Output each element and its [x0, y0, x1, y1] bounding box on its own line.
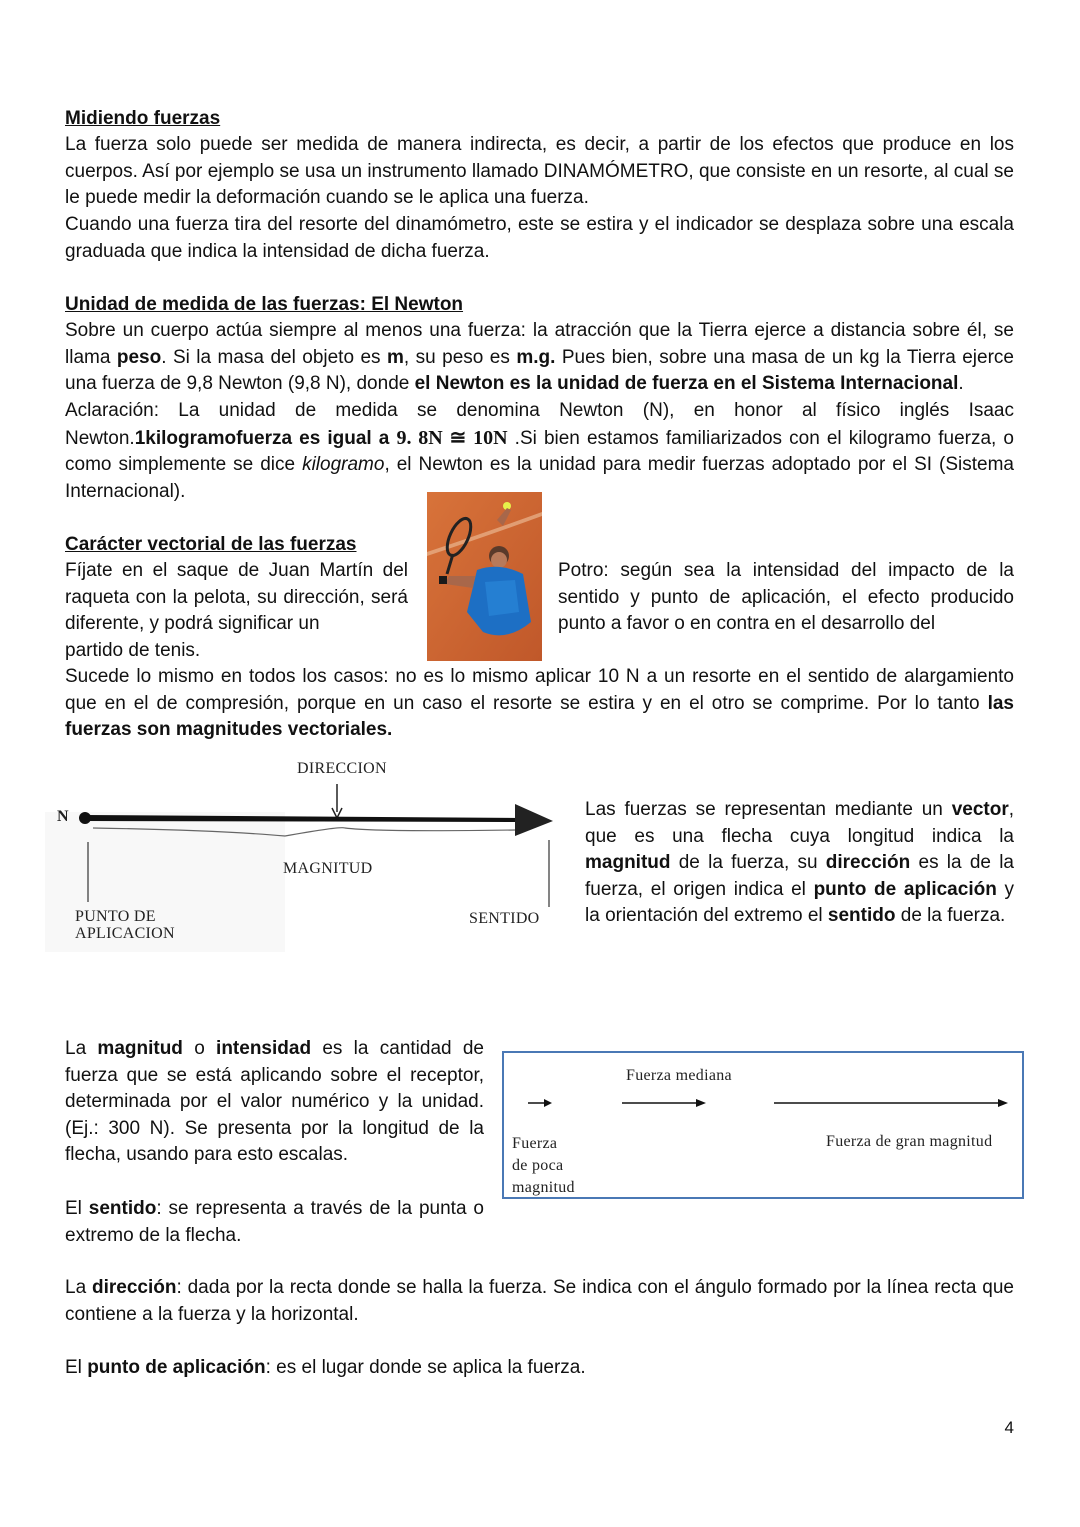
page-number: 4	[1004, 1418, 1014, 1437]
paragraph-punto-aplicacion: El punto de aplicación: es el lugar donde se aplica la fuerza.	[65, 1357, 586, 1378]
tennis-player-photo	[427, 492, 542, 661]
label-magnitud: MAGNITUD	[283, 860, 373, 877]
heading-unidad-newton: Unidad de medida de las fuerzas: El Newton	[65, 294, 464, 315]
paragraph-vectoriales: Sucede lo mismo en todos los casos: no es lo mismo aplicar 10 N a un resorte en el sentido de alargamiento que en el de compresión, porque en un caso el resorte se estira y en el otro se comprime. Por lo tanto las fuerzas son magnitudes vectoriales.	[65, 666, 1014, 741]
magnitude-examples-box	[502, 1051, 1024, 1199]
paragraph-aclaracion: Aclaración: La unidad de medida se denomina Newton (N), en honor al físico inglés Isaac Newton.1kilogramofuerza es igual a 9. 8N ≅ 10N .Si bien estamos familiarizados con el kilogramo fuerza, o como simplemente se dice kilogramo, el Newton es la unidad para medir fuerzas adoptado por el SI (Sistema Internacional).	[65, 400, 1014, 502]
label-n: N	[57, 808, 69, 825]
paragraph-peso: Sobre un cuerpo actúa siempre al menos una fuerza: la atracción que la Tierra ejerce a distancia sobre él, se llama peso. Si la masa del objeto es m, su peso es m.g. Pues bien, sobre una masa de un kg la Tierra ejerce una fuerza de 9,8 Newton (9,8 N), donde el Newton es la unidad de fuerza en el Sistema Internacional.	[65, 320, 1014, 395]
label-fuerza-poca-magnitud: Fuerza de poca magnitud	[512, 1135, 575, 1196]
paragraph-dinamometro: Cuando una fuerza tira del resorte del dinamómetro, este se estira y el indicador se desplaza sobre una escala graduada que indica la intensidad de dicha fuerza.	[65, 214, 1014, 262]
paragraph-saque-right: Potro: según sea la intensidad del impacto de la sentido y punto de aplicación, el efecto producido punto a favor o en contra en el desarrollo del	[558, 560, 1014, 635]
paragraph-medicion: La fuerza solo puede ser medida de manera indirecta, es decir, a partir de los efectos que produce en los cuerpos. Así por ejemplo se usa un instrumento llamado DINAMÓMETRO, que consiste en un resorte, al cual se le puede medir la deformación cuando se le aplica una fuerza.	[65, 134, 1014, 209]
label-fuerza-gran-magnitud: Fuerza de gran magnitud	[826, 1133, 993, 1150]
paragraph-direccion: La dirección: dada por la recta donde se halla la fuerza. Se indica con el ángulo formado por la línea recta que contiene a la fuerza y la horizontal.	[65, 1277, 1014, 1325]
label-direccion: DIRECCION	[297, 760, 387, 777]
paragraph-sentido: El sentido: se representa a través de la punta o extremo de la flecha.	[65, 1198, 484, 1246]
paragraph-saque-tail: partido de tenis.	[65, 640, 201, 661]
vector-diagram	[45, 752, 570, 952]
paragraph-saque-left: Fíjate en el saque de Juan Martín del raqueta con la pelota, su dirección, será diferente, y podrá significar un	[65, 560, 408, 635]
heading-caracter-vectorial: Carácter vectorial de las fuerzas	[65, 534, 357, 555]
label-punto-aplicacion: PUNTO DE APLICACION	[75, 908, 175, 942]
paragraph-magnitud: La magnitud o intensidad es la cantidad de fuerza que se está aplicando sobre el receptor, determinada por el valor numérico y la unidad. (Ej.: 300 N). Se presenta por la longitud de la flecha, usando para esto escalas.	[65, 1038, 484, 1166]
paragraph-vector-description: Las fuerzas se representan mediante un vector, que es una flecha cuya longitud indica la magnitud de la fuerza, su dirección es la de la fuerza, el origen indica el punto de aplicación y la orientación del extremo el sentido de la fuerza.	[585, 799, 1015, 927]
heading-midiendo-fuerzas: Midiendo fuerzas	[65, 108, 221, 129]
label-sentido: SENTIDO	[469, 910, 540, 927]
label-fuerza-mediana: Fuerza mediana	[626, 1067, 732, 1084]
